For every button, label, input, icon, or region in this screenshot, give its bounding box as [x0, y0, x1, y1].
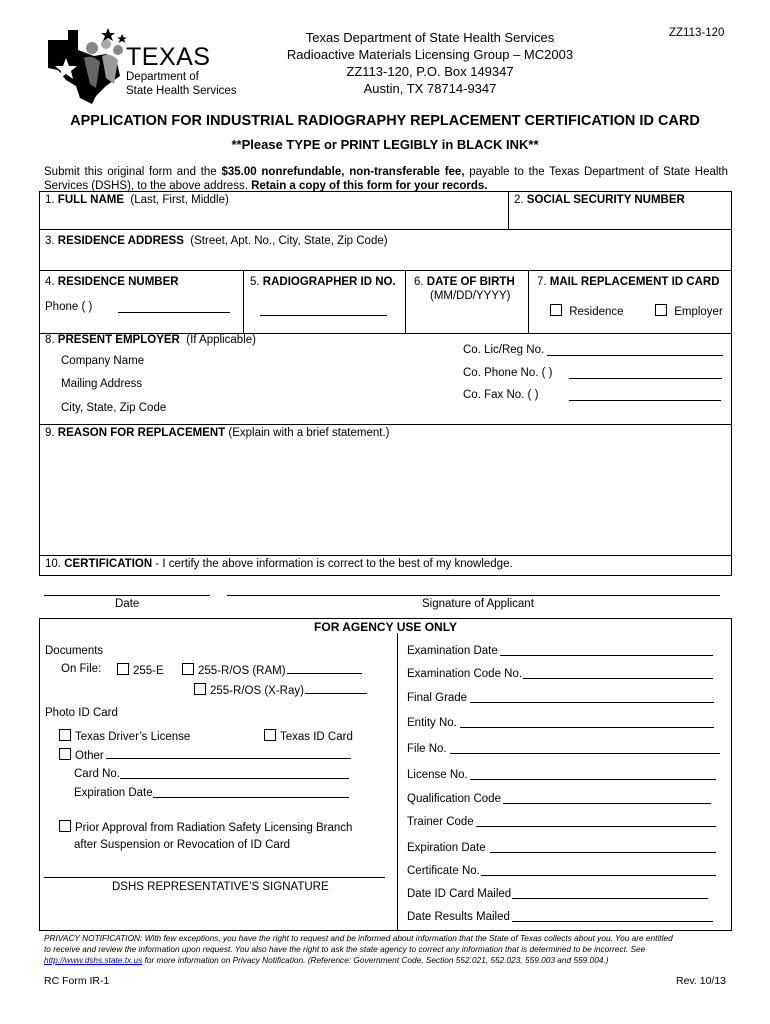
agency-right-6: Qualification Code: [407, 793, 501, 805]
tx-id-option[interactable]: [264, 729, 353, 743]
phone-label: Phone ( ): [45, 301, 93, 313]
mail-employer-checkbox[interactable]: [655, 304, 667, 316]
form-id: RC Form IR-1: [44, 975, 110, 987]
certification-text: - I certify the above information is correct to the best of my knowledge.: [152, 558, 513, 570]
form-subtitle: **Please TYPE or PRINT LEGIBLY in BLACK INK**: [231, 137, 539, 152]
agency-city: Austin, TX 78714-9347: [363, 81, 497, 96]
dob-hint: (MM/DD/YYYY): [430, 290, 511, 302]
intro-p2: payable to the Texas Department of State Health Services (DSHS), to the above address.: [44, 166, 729, 192]
agency-right-9: Certificate No.: [407, 865, 480, 877]
dob-input[interactable]: [408, 305, 525, 331]
intro-fee: $35.00 nonrefundable, non-transferable fee,: [221, 166, 465, 178]
mail-employer-label: Employer: [674, 306, 723, 318]
other-option[interactable]: [59, 748, 104, 762]
company-name-input[interactable]: [150, 352, 440, 368]
full-name-input[interactable]: [42, 208, 505, 227]
agency-right-1-input[interactable]: [523, 678, 713, 679]
mail-card-label: [537, 276, 720, 288]
signature-label: Signature of Applicant: [422, 598, 534, 610]
residence-number-label: [45, 276, 179, 288]
other-input[interactable]: [106, 758, 351, 759]
city-state-zip-input[interactable]: [170, 399, 440, 415]
agency-name: Texas Department of State Health Services: [305, 30, 555, 45]
opt-255e[interactable]: [117, 663, 164, 677]
form-title: APPLICATION FOR INDUSTRIAL RADIOGRAPHY REPLACEMENT CERTIFICATION ID CARD: [70, 113, 700, 129]
mail-card-number: 7.: [537, 276, 547, 288]
agency-right-8-input[interactable]: [490, 852, 716, 853]
radiographer-id-input[interactable]: [260, 315, 387, 316]
signature-input[interactable]: [227, 595, 720, 596]
employer-label: [45, 334, 256, 346]
documents-label: Documents: [45, 645, 104, 657]
full-name-label: [45, 194, 229, 206]
card-no-label: Card No.: [74, 768, 121, 780]
reason-title: REASON FOR REPLACEMENT: [57, 427, 226, 439]
agency-po-box: ZZ113-120, P.O. Box 149347: [346, 64, 514, 79]
agency-right-0-input[interactable]: [500, 655, 713, 656]
privacy-link[interactable]: http://www.dshs.state.tx.us: [44, 955, 143, 965]
prior-approval-line2: after Suspension or Revocation of ID Card: [74, 839, 291, 851]
full-name-title: FULL NAME: [57, 194, 125, 206]
opt-255r-ram-input[interactable]: [287, 673, 362, 674]
certification-number: 10.: [45, 558, 61, 570]
ssn-title: SOCIAL SECURITY NUMBER: [526, 194, 685, 206]
agency-expiration-input[interactable]: [153, 797, 349, 798]
agency-right-10-input[interactable]: [512, 898, 708, 899]
photo-id-label: Photo ID Card: [45, 707, 118, 719]
mail-residence-checkbox[interactable]: [550, 304, 562, 316]
certification-title: CERTIFICATION: [64, 558, 153, 570]
agency-right-3: Entity No.: [407, 717, 457, 729]
company-name-label: Company Name: [61, 355, 145, 367]
certification-label: [45, 558, 513, 570]
logo-dept-line1: Department of: [126, 71, 199, 83]
mailing-address-label: Mailing Address: [61, 378, 143, 390]
residence-address-hint: (Street, Apt. No., City, State, Zip Code): [190, 235, 388, 247]
residence-address-label: [45, 235, 388, 247]
date-input[interactable]: [44, 595, 210, 596]
agency-right-6-input[interactable]: [503, 803, 711, 804]
co-lic-input[interactable]: [547, 355, 723, 356]
ssn-number: 2.: [514, 194, 524, 206]
opt-255r-xray-checkbox[interactable]: [194, 683, 206, 695]
mail-employer-option[interactable]: [655, 304, 723, 318]
opt-255e-checkbox[interactable]: [117, 663, 129, 675]
opt-255e-label: 255-E: [133, 665, 164, 677]
prior-approval-option[interactable]: [59, 820, 352, 834]
co-phone-input[interactable]: [569, 378, 722, 379]
reason-label: [45, 427, 389, 439]
other-checkbox[interactable]: [59, 748, 71, 760]
agency-use-heading: FOR AGENCY USE ONLY: [314, 620, 457, 634]
tx-dl-option[interactable]: [59, 729, 190, 743]
logo-texas-text: TEXAS: [126, 43, 211, 71]
mail-card-title: MAIL REPLACEMENT ID CARD: [549, 276, 720, 288]
dob-label: [414, 276, 515, 288]
rep-signature-input[interactable]: [44, 877, 385, 878]
co-fax-input[interactable]: [569, 400, 721, 401]
agency-right-11: Date Results Mailed: [407, 911, 510, 923]
agency-right-10: Date ID Card Mailed: [407, 888, 512, 900]
radiographer-id-title: RADIOGRAPHER ID NO.: [262, 276, 396, 288]
agency-right-1: Examination Code No.: [407, 668, 523, 680]
agency-right-8: Expiration Date: [407, 842, 486, 854]
texas-map-logo-icon: [44, 28, 134, 104]
opt-255r-ram-checkbox[interactable]: [182, 663, 194, 675]
card-no-input[interactable]: [120, 778, 349, 779]
intro-retain: Retain a copy of this form for your records.: [251, 180, 488, 192]
phone-input[interactable]: [118, 312, 230, 313]
co-lic-label: Co. Lic/Reg No.: [463, 344, 545, 356]
residence-address-number: 3.: [45, 235, 55, 247]
agency-group: Radioactive Materials Licensing Group – MC2003: [286, 47, 574, 62]
tx-dl-checkbox[interactable]: [59, 729, 71, 741]
city-state-zip-label: City, State, Zip Code: [61, 402, 167, 414]
agency-right-7: Trainer Code: [407, 816, 474, 828]
logo-dept-line2: State Health Services: [126, 85, 237, 97]
employer-title: PRESENT EMPLOYER: [57, 334, 180, 346]
residence-address-title: RESIDENCE ADDRESS: [57, 235, 184, 247]
agency-right-4: File No.: [407, 743, 447, 755]
agency-right-5: License No.: [407, 769, 468, 781]
mail-residence-option[interactable]: [550, 304, 624, 318]
employer-number: 8.: [45, 334, 55, 346]
agency-address: [250, 29, 610, 97]
opt-255r-ram-label: 255-R/OS (RAM): [198, 665, 286, 677]
form-code-top: ZZ113-120: [669, 27, 725, 39]
agency-right-5-input[interactable]: [470, 779, 716, 780]
other-label: Other: [75, 750, 104, 762]
intro-text: [44, 165, 728, 193]
agency-right-7-input[interactable]: [476, 826, 716, 827]
radiographer-id-label: [250, 276, 396, 288]
opt-255r-ram[interactable]: [182, 663, 286, 677]
agency-right-3-input[interactable]: [460, 727, 714, 728]
dshs-logo: [44, 28, 244, 106]
tx-id-checkbox[interactable]: [264, 729, 276, 741]
prior-approval-line1: Prior Approval from Radiation Safety Licensing Branch: [75, 822, 353, 834]
agency-right-2-input[interactable]: [470, 702, 714, 703]
tx-id-label: Texas ID Card: [280, 731, 353, 743]
radiographer-id-number: 5.: [250, 276, 260, 288]
co-fax-label: Co. Fax No. ( ): [463, 389, 539, 401]
privacy-line3-text: for more information on Privacy Notification. (Reference: Government Code, Section 552.021, 552.023, 559.003 and 559.004.): [142, 955, 609, 965]
ssn-label: [514, 194, 685, 206]
opt-255r-xray-label: 255-R/OS (X-Ray): [210, 685, 304, 697]
date-label: Date: [115, 598, 140, 610]
residence-number-number: 4.: [45, 276, 55, 288]
reason-number: 9.: [45, 427, 55, 439]
mailing-address-input[interactable]: [150, 375, 440, 391]
agency-right-4-input[interactable]: [450, 753, 720, 754]
dob-title: DATE OF BIRTH: [426, 276, 515, 288]
privacy-notification: [44, 933, 734, 966]
agency-expiration-label: Expiration Date: [74, 787, 153, 799]
revision: Rev. 10/13: [676, 975, 727, 987]
mail-residence-label: Residence: [569, 306, 624, 318]
tx-dl-label: Texas Driver’s License: [75, 731, 191, 743]
rep-signature-label: DSHS REPRESENTATIVE’S SIGNATURE: [112, 881, 329, 893]
prior-approval-checkbox[interactable]: [59, 820, 71, 832]
reason-textarea[interactable]: [42, 443, 728, 551]
agency-right-9-input[interactable]: [481, 875, 716, 876]
residence-number-title: RESIDENCE NUMBER: [57, 276, 179, 288]
ssn-input[interactable]: [511, 208, 729, 227]
intro-p1: Submit this original form and the: [44, 166, 222, 178]
opt-255r-xray-input[interactable]: [305, 693, 367, 694]
full-name-hint: (Last, First, Middle): [130, 194, 229, 206]
reason-hint: (Explain with a brief statement.): [228, 427, 390, 439]
privacy-line3: [44, 955, 734, 966]
agency-right-0: Examination Date: [407, 645, 498, 657]
employer-hint: (If Applicable): [186, 334, 256, 346]
on-file-label: On File:: [61, 663, 102, 675]
co-phone-label: Co. Phone No. ( ): [463, 367, 553, 379]
privacy-line1: PRIVACY NOTIFICATION: With few exceptions, you have the right to request and be informed about information that the State of Texas collects about you. You are entitled: [44, 933, 673, 943]
dob-number: 6.: [414, 276, 424, 288]
residence-address-input[interactable]: [42, 250, 728, 268]
agency-right-2: Final Grade: [407, 692, 468, 704]
agency-right-11-input[interactable]: [512, 921, 713, 922]
full-name-number: 1.: [45, 194, 55, 206]
privacy-line2: to receive and review the information upon request. You also have the right to ask the state agency to correct any information that is determined to be incorrect. See: [44, 944, 646, 954]
opt-255r-xray[interactable]: [194, 683, 304, 697]
